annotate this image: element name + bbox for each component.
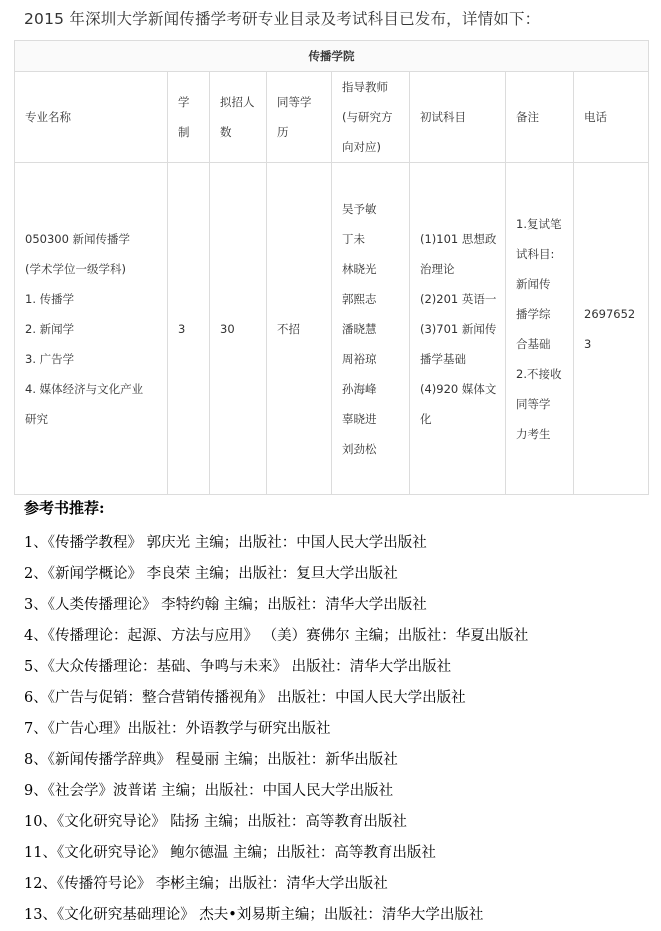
reference-item: 4、《传播理论：起源、方法与应用》 （美）赛佛尔 主编；出版社：华夏出版社 bbox=[24, 628, 529, 644]
reference-item: 11、《文化研究导论》 鲍尔德温 主编；出版社：高等教育出版社 bbox=[24, 845, 436, 861]
exam-cell: (1)101 思想政 治理论 (2)201 英语一 (3)701 新闻传 播学基础 (4)920 媒体文 化 bbox=[410, 163, 506, 495]
table-header-row bbox=[15, 72, 649, 163]
header-enroll: 拟招人 数 bbox=[210, 72, 267, 163]
advisor-cell: 吴予敏 丁未 林晓光 郭熙志 潘晓慧 周裕琼 孙海峰 辜晓进 刘劲松 bbox=[332, 163, 410, 495]
reference-item: 1、《传播学教程》 郭庆光 主编；出版社：中国人民大学出版社 bbox=[24, 535, 427, 551]
header-major: 专业名称 bbox=[15, 72, 168, 163]
reference-item: 10、《文化研究导论》 陆扬 主编；出版社：高等教育出版社 bbox=[24, 814, 407, 830]
reference-item: 6、《广告与促销：整合营销传播视角》 出版社：中国人民大学出版社 bbox=[24, 690, 466, 706]
reference-item: 8、《新闻传播学辞典》 程曼丽 主编；出版社：新华出版社 bbox=[24, 752, 398, 768]
enroll-cell: 30 bbox=[210, 163, 267, 495]
program-table bbox=[14, 40, 649, 495]
header-duration: 学 制 bbox=[168, 72, 210, 163]
reference-item: 13、《文化研究基础理论》 杰夫•刘易斯主编；出版社：清华大学出版社 bbox=[24, 907, 484, 923]
table-row bbox=[15, 163, 649, 495]
reference-item: 7、《广告心理》出版社：外语教学与研究出版社 bbox=[24, 721, 331, 737]
header-note: 备注 bbox=[506, 72, 574, 163]
duration-cell: 3 bbox=[168, 163, 210, 495]
phone-cell: 2697652 3 bbox=[574, 163, 649, 495]
header-exam: 初试科目 bbox=[410, 72, 506, 163]
page-headline: 2015 年深圳大学新闻传播学考研专业目录及考试科目已发布，详情如下： bbox=[24, 10, 541, 28]
header-advisor: 指导教师 (与研究方 向对应) bbox=[332, 72, 410, 163]
reference-section bbox=[24, 497, 528, 931]
header-equivalent: 同等学 历 bbox=[267, 72, 332, 163]
reference-item: 3、《人类传播理论》 李特约翰 主编；出版社：清华大学出版社 bbox=[24, 597, 427, 613]
reference-item: 2、《新闻学概论》 李良荣 主编；出版社：复旦大学出版社 bbox=[24, 566, 398, 582]
reference-item: 9、《社会学》波普诺 主编；出版社：中国人民大学出版社 bbox=[24, 783, 394, 799]
college-name: 传播学院 bbox=[15, 41, 649, 72]
header-phone: 电话 bbox=[574, 72, 649, 163]
major-cell: 050300 新闻传播学 (学术学位一级学科) 1. 传播学 2. 新闻学 3. 广告学 4. 媒体经济与文化产业 研究 bbox=[15, 163, 168, 495]
reference-item: 12、《传播符号论》 李彬主编；出版社：清华大学出版社 bbox=[24, 876, 388, 892]
note-cell: 1.复试笔 试科目: 新闻传 播学综 合基础 2.不接收 同等学 力考生 bbox=[506, 163, 574, 495]
reference-item: 5、《大众传播理论：基础、争鸣与未来》 出版社：清华大学出版社 bbox=[24, 659, 452, 675]
reference-title: 参考书推荐: bbox=[24, 499, 105, 517]
equivalent-cell: 不招 bbox=[267, 163, 332, 495]
